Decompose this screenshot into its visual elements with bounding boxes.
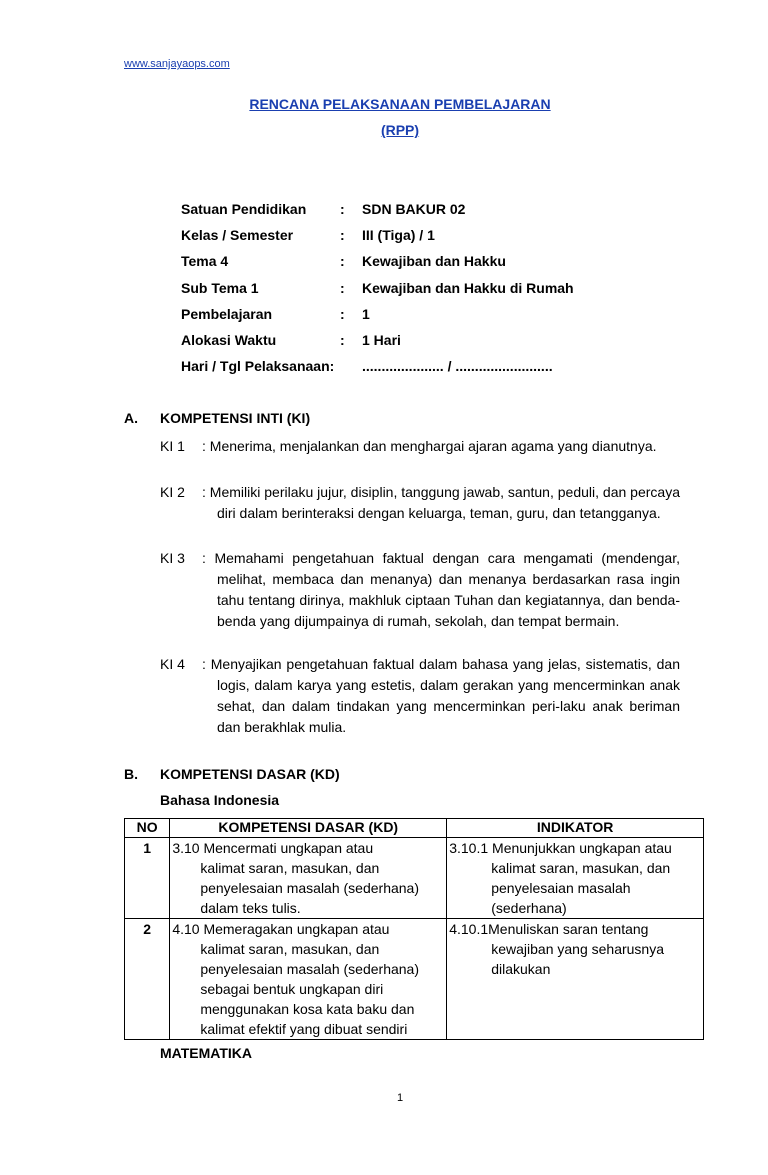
indikator-cell <box>447 838 704 919</box>
identity-value: 1 Hari <box>362 332 401 348</box>
ki-item <box>160 436 680 457</box>
header-indikator: INDIKATOR <box>447 819 704 838</box>
identity-label: Kelas / Semester <box>181 227 294 243</box>
section-a-title: KOMPETENSI INTI (KI) <box>160 410 311 426</box>
website-link[interactable]: www.sanjayaops.com <box>124 58 230 70</box>
ki-label: KI 4 <box>160 656 185 672</box>
header-no: NO <box>125 819 170 838</box>
ki-text: : Memiliki perilaku jujur, disiplin, tanggung jawab, santun, peduli, dan percaya diri dalam berinteraksi dengan keluarga, teman, guru, dan tetangganya. <box>202 484 680 521</box>
kd-line: kalimat saran, masukan, dan <box>200 860 380 876</box>
ki-item <box>160 482 680 524</box>
header-kd: KOMPETENSI DASAR (KD) <box>170 819 447 838</box>
identity-colon: : <box>340 332 345 348</box>
ki-text: : Menyajikan pengetahuan faktual dalam bahasa yang jelas, sistematis, dan logis, dalam karya yang estetis, dalam gerakan yang mencerminkan anak sehat, dan dalam tindakan yang mencerminkan peri-laku anak beriman dan berakhlak mulia. <box>202 656 680 735</box>
identity-value: SDN BAKUR 02 <box>362 201 466 217</box>
kd-cell <box>170 919 447 1040</box>
kd-line: dalam teks tulis. <box>200 900 301 916</box>
page-number: 1 <box>396 1092 404 1104</box>
kd-line: 4.10 Memeragakan ungkapan atau <box>172 921 390 937</box>
kd-line: kalimat saran, masukan, dan <box>200 941 380 957</box>
table-header-row <box>125 819 704 838</box>
indikator-line: penyelesaian masalah <box>491 880 631 896</box>
subject-matematika: MATEMATIKA <box>160 1045 253 1061</box>
ki-label: KI 2 <box>160 484 185 500</box>
kd-line: penyelesaian masalah (sederhana) <box>200 961 420 977</box>
indikator-cell <box>447 919 704 1040</box>
section-b-letter: B. <box>124 766 138 782</box>
identity-colon: : <box>340 201 345 217</box>
identity-label: Hari / Tgl Pelaksanaan: <box>181 358 335 374</box>
identity-colon: : <box>340 306 345 322</box>
ki-item <box>160 654 680 738</box>
identity-value: ..................... / ......................... <box>362 358 553 374</box>
identity-value: III (Tiga) / 1 <box>362 227 435 243</box>
section-a-letter: A. <box>124 410 138 426</box>
identity-value: Kewajiban dan Hakku di Rumah <box>362 280 574 296</box>
document-title: RENCANA PELAKSANAAN PEMBELAJARAN <box>249 96 551 112</box>
kd-table <box>124 818 704 1040</box>
identity-label: Alokasi Waktu <box>181 332 277 348</box>
indikator-line: 3.10.1 Menunjukkan ungkapan atau <box>449 840 672 856</box>
ki-text: : Memahami pengetahuan faktual dengan cara mengamati (mendengar, melihat, membaca dan menanya) dan menanya berdasarkan rasa ingin tahu tentang dirinya, makhluk ciptaan Tuhan dan kegiatannya, dan benda-benda yang dijumpainya di rumah, sekolah, dan tempat bermain. <box>202 550 680 629</box>
indikator-line: dilakukan <box>491 961 551 977</box>
document-subtitle: (RPP) <box>380 122 420 138</box>
identity-value: 1 <box>362 306 370 322</box>
ki-text: : Menerima, menjalankan dan menghargai ajaran agama yang dianutnya. <box>202 438 657 454</box>
kd-line: kalimat efektif yang dibuat sendiri <box>200 1021 408 1037</box>
row-number: 2 <box>125 919 170 1040</box>
row-number: 1 <box>125 838 170 919</box>
section-b-title: KOMPETENSI DASAR (KD) <box>160 766 340 782</box>
kd-line: menggunakan kosa kata baku dan <box>200 1001 415 1017</box>
kd-line: 3.10 Mencermati ungkapan atau <box>172 840 374 856</box>
table-row <box>125 919 704 1040</box>
ki-item <box>160 548 680 632</box>
identity-value: Kewajiban dan Hakku <box>362 253 506 269</box>
identity-label: Sub Tema 1 <box>181 280 259 296</box>
identity-colon: : <box>340 280 345 296</box>
kd-line: sebagai bentuk ungkapan diri <box>200 981 384 997</box>
identity-label: Tema 4 <box>181 253 229 269</box>
indikator-line: kalimat saran, masukan, dan <box>491 860 671 876</box>
table-row <box>125 838 704 919</box>
kd-line: penyelesaian masalah (sederhana) <box>200 880 420 896</box>
identity-colon: : <box>340 227 345 243</box>
indikator-line: kewajiban yang seharusnya <box>491 941 664 957</box>
identity-label: Pembelajaran <box>181 306 273 322</box>
identity-label: Satuan Pendidikan <box>181 201 307 217</box>
indikator-line: (sederhana) <box>491 900 567 916</box>
identity-colon: : <box>340 253 345 269</box>
ki-label: KI 1 <box>160 438 185 454</box>
kd-cell <box>170 838 447 919</box>
ki-label: KI 3 <box>160 550 185 566</box>
indikator-line: 4.10.1Menuliskan saran tentang <box>449 921 649 937</box>
subject-bahasa-indonesia: Bahasa Indonesia <box>160 792 280 808</box>
